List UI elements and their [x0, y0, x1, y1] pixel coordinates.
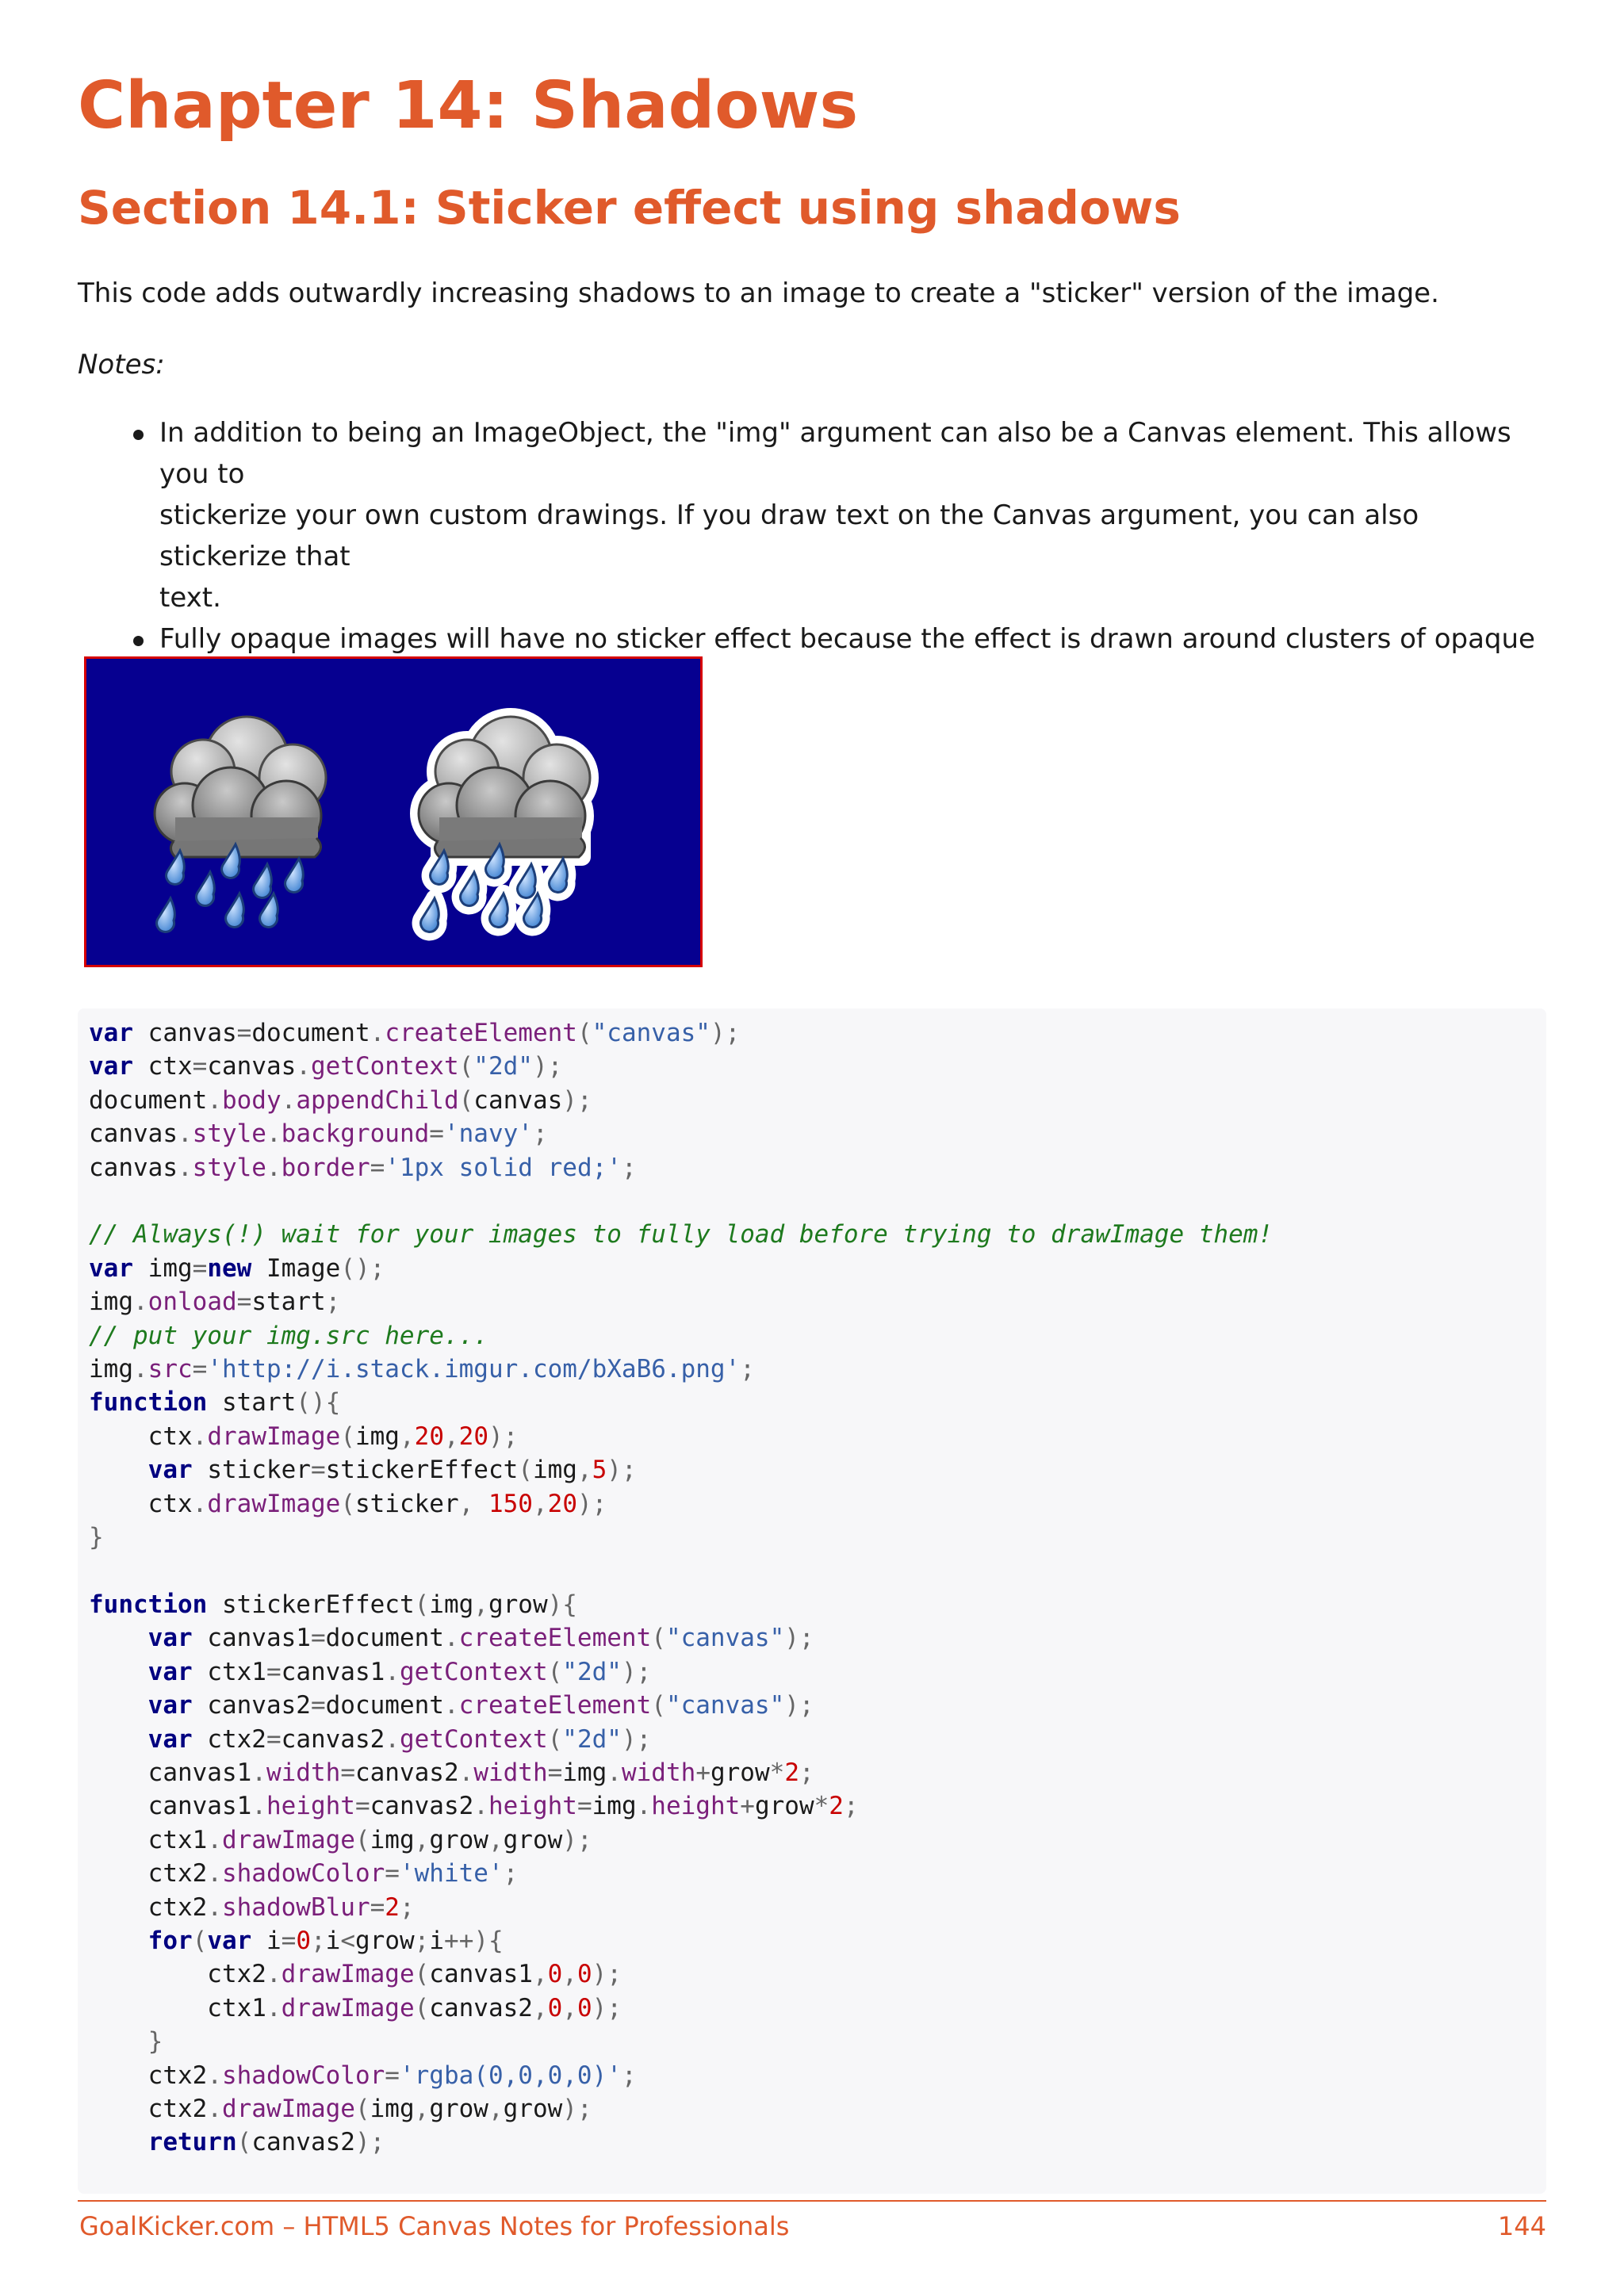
code-line: ctx2.shadowColor='white';: [89, 1859, 519, 1888]
rain-cloud-icon: [155, 717, 326, 932]
code-line: ctx2.shadowBlur=2;: [89, 1892, 415, 1922]
bullet-1-line-2: stickerize your own custom drawings. If you draw text on the Canvas argument, you can also stickerize that: [159, 499, 1419, 572]
code-line: ctx.drawImage(img,20,20);: [89, 1422, 519, 1451]
bullet-1-line-1: In addition to being an ImageObject, the "img" argument can also be a Canvas element. This allows you to: [159, 417, 1511, 490]
code-line: var ctx2=canvas2.getContext("2d");: [147, 1724, 652, 1754]
code-line: var canvas2=document.createElement("canvas");: [147, 1691, 814, 1720]
footer-divider: [78, 2200, 1546, 2202]
notes-label: Notes:: [78, 349, 165, 381]
code-line: img.onload=start;: [89, 1288, 341, 1317]
notes-bullet-1: [78, 412, 1546, 618]
code-line: // put your img.src here...: [89, 1321, 488, 1350]
rain-cloud-sticker-icon: [419, 717, 590, 932]
code-line: var canvas1=document.createElement("canvas");: [147, 1624, 814, 1653]
code-line: var ctx1=canvas1.getContext("2d");: [147, 1657, 652, 1686]
code-line: function start(){: [89, 1388, 341, 1418]
bullet-1-line-3: text.: [159, 582, 221, 614]
code-line: ctx1.drawImage(canvas2,0,0);: [89, 1993, 622, 2022]
sticker-demo-figure: [84, 656, 703, 967]
code-line: canvas1.width=canvas2.width=img.width+grow*2;: [89, 1758, 814, 1787]
code-block: [78, 1008, 1546, 2194]
code-line: }: [89, 1523, 104, 1552]
bullet-dot-icon: [133, 430, 144, 440]
code-line: return(canvas2);: [147, 2128, 385, 2157]
chapter-title: Chapter 14: Shadows: [78, 68, 859, 144]
code-line: // Always(!) wait for your images to fully load before trying to drawImage them!: [89, 1220, 1274, 1249]
section-title: Section 14.1: Sticker effect using shadows: [78, 181, 1181, 235]
code-line: canvas.style.background='navy';: [89, 1119, 548, 1149]
code-line: ctx2.drawImage(img,grow,grow);: [89, 2095, 592, 2123]
code-line: canvas1.height=canvas2.height=img.height+grow*2;: [89, 1792, 859, 1821]
code-line: ctx.drawImage(sticker, 150,20);: [89, 1489, 607, 1518]
code-line: ctx2.drawImage(canvas1,0,0);: [89, 1960, 622, 1989]
bullet-2-line-1: Fully opaque images will have no sticker effect because the effect is drawn around clusters of opaque: [159, 623, 1535, 655]
intro-paragraph: This code adds outwardly increasing shadows to an image to create a "sticker" version of the image.: [78, 277, 1439, 309]
footer-source: GoalKicker.com – HTML5 Canvas Notes for Professionals: [79, 2211, 790, 2241]
bullet-dot-icon: [133, 636, 144, 646]
code-line: function stickerEffect(img,grow){: [89, 1590, 577, 1619]
code-line: ctx1.drawImage(img,grow,grow);: [89, 1825, 592, 1854]
code-line: var sticker=stickerEffect(img,5);: [147, 1456, 637, 1485]
code-line: var canvas=document.createElement("canvas");: [89, 1019, 741, 1047]
code-line: img.src='http://i.stack.imgur.com/bXaB6.png';: [89, 1355, 755, 1384]
code-line: }: [147, 2027, 163, 2057]
code-line: var img=new Image();: [89, 1253, 385, 1283]
code-listing: [89, 1016, 1546, 2160]
code-line: for(var i=0;i<grow;i++){: [147, 1926, 504, 1955]
page-number: 144: [1497, 2211, 1546, 2241]
code-line: document.body.appendChild(canvas);: [89, 1085, 592, 1115]
code-line: var ctx=canvas.getContext("2d");: [89, 1052, 563, 1081]
code-line: canvas.style.border='1px solid red;';: [89, 1153, 637, 1182]
code-line: ctx2.shadowColor='rgba(0,0,0,0)';: [89, 2061, 637, 2090]
